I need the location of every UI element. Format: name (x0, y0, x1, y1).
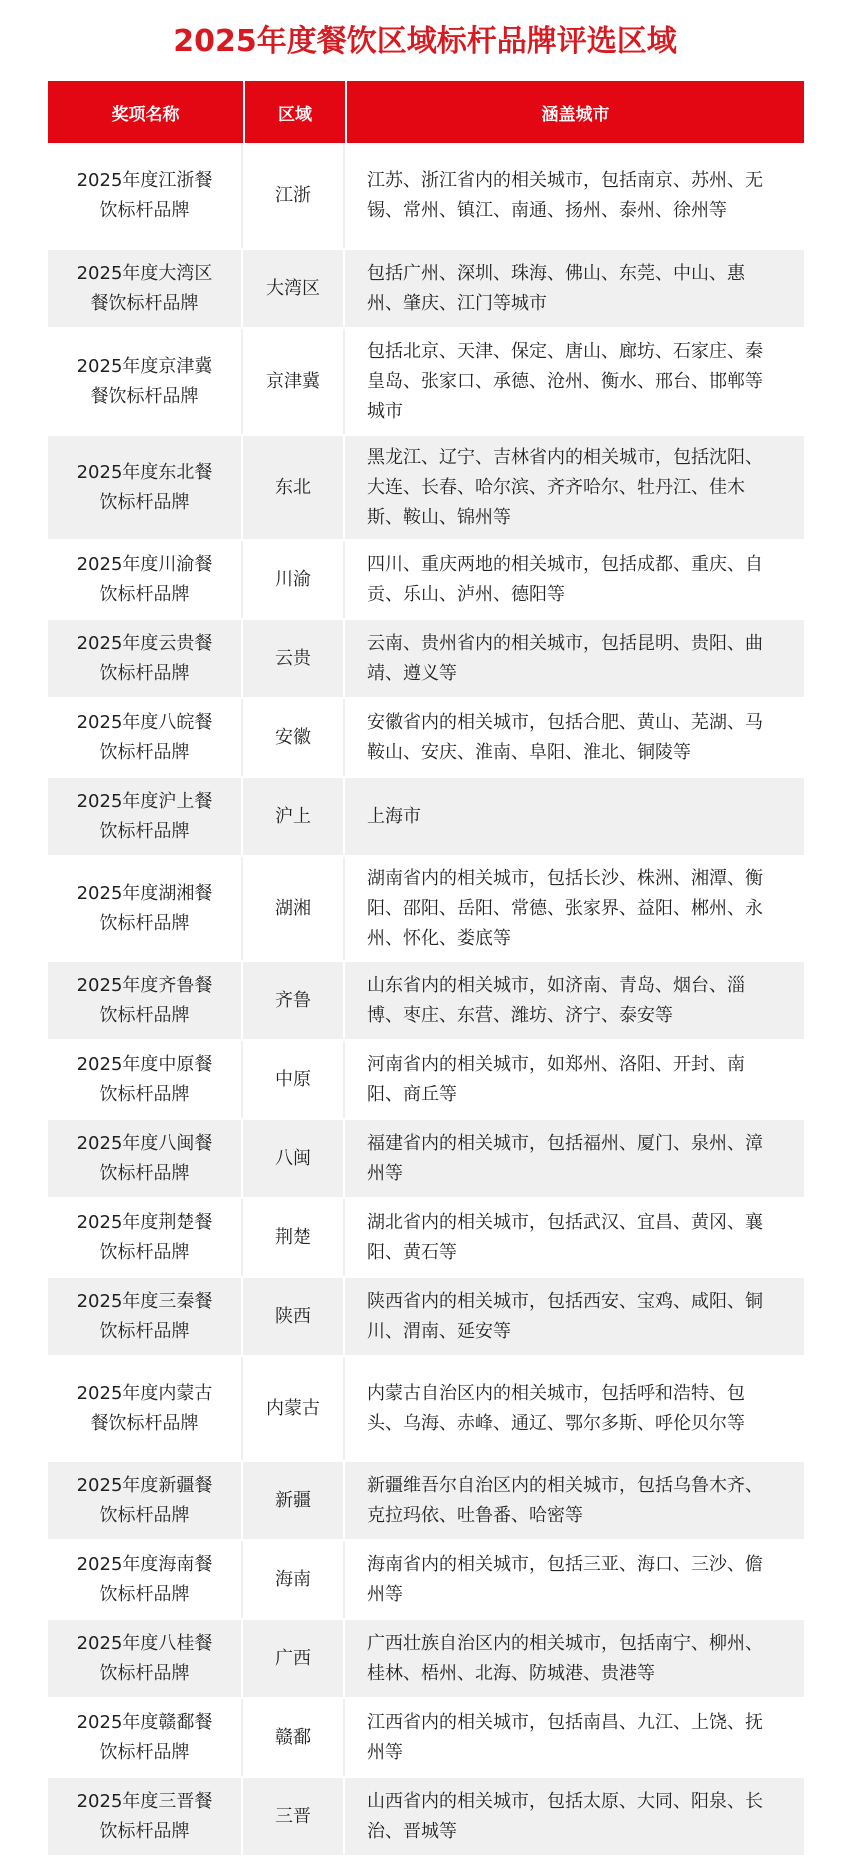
cities-cell: 山东省内的相关城市，如济南、青岛、烟台、淄博、枣庄、东营、潍坊、济宁、泰安等 (367, 974, 745, 1026)
region-cell: 江浙 (243, 143, 345, 248)
cities-cell: 江苏、浙江省内的相关城市，包括南京、苏州、无锡、常州、镇江、南通、扬州、泰州、徐州等 (367, 169, 763, 221)
region-cell: 广西 (243, 1620, 345, 1697)
award-name-cell: 2025年度荆楚餐饮标杆品牌 (48, 1199, 243, 1276)
award-name-cell: 2025年度大湾区餐饮标杆品牌 (48, 250, 243, 327)
cities-cell: 江西省内的相关城市，包括南昌、九江、上饶、抚州等 (367, 1711, 763, 1763)
table-header (48, 81, 804, 143)
table-row (48, 699, 804, 778)
region-cell: 八闽 (243, 1120, 345, 1197)
region-cell: 中原 (243, 1041, 345, 1118)
cities-cell: 陕西省内的相关城市，包括西安、宝鸡、咸阳、铜川、渭南、延安等 (367, 1290, 763, 1342)
header-region: 区域 (245, 81, 347, 143)
cities-cell: 安徽省内的相关城市，包括合肥、黄山、芜湖、马鞍山、安庆、淮南、阜阳、淮北、铜陵等 (367, 711, 763, 763)
award-name-cell: 2025年度东北餐饮标杆品牌 (48, 436, 243, 539)
award-name-cell: 2025年度八皖餐饮标杆品牌 (48, 699, 243, 776)
cities-cell: 河南省内的相关城市，如郑州、洛阳、开封、南阳、商丘等 (367, 1053, 745, 1105)
regions-table (48, 81, 804, 1857)
cities-cell: 包括北京、天津、保定、唐山、廊坊、石家庄、秦皇岛、张家口、承德、沧州、衡水、邢台、邯郸等城市 (367, 340, 763, 422)
cities-cell: 山西省内的相关城市，包括太原、大同、阳泉、长治、晋城等 (367, 1790, 763, 1842)
region-cell: 内蒙古 (243, 1357, 345, 1460)
table-row (48, 1041, 804, 1120)
region-cell: 云贵 (243, 620, 345, 697)
region-cell: 安徽 (243, 699, 345, 776)
award-name-cell: 2025年度川渝餐饮标杆品牌 (48, 541, 243, 618)
table-row (48, 857, 804, 962)
award-name-cell: 2025年度三秦餐饮标杆品牌 (48, 1278, 243, 1355)
table-row (48, 1120, 804, 1199)
cities-cell: 包括广州、深圳、珠海、佛山、东莞、中山、惠州、肇庆、江门等城市 (367, 262, 745, 314)
table-row (48, 250, 804, 329)
table-body (48, 143, 804, 1857)
award-name-cell: 2025年度八桂餐饮标杆品牌 (48, 1620, 243, 1697)
award-name-cell: 2025年度齐鲁餐饮标杆品牌 (48, 962, 243, 1039)
cities-cell: 福建省内的相关城市，包括福州、厦门、泉州、漳州等 (367, 1132, 763, 1184)
region-cell: 新疆 (243, 1462, 345, 1539)
table-row (48, 620, 804, 699)
award-name-cell: 2025年度沪上餐饮标杆品牌 (48, 778, 243, 855)
award-name-cell: 2025年度八闽餐饮标杆品牌 (48, 1120, 243, 1197)
table-row (48, 962, 804, 1041)
award-name-cell: 2025年度内蒙古餐饮标杆品牌 (48, 1357, 243, 1460)
award-name-cell: 2025年度赣鄱餐饮标杆品牌 (48, 1699, 243, 1776)
cities-cell: 湖北省内的相关城市，包括武汉、宜昌、黄冈、襄阳、黄石等 (367, 1211, 763, 1263)
table-row (48, 1278, 804, 1357)
table-row (48, 1462, 804, 1541)
page-title: 2025年度餐饮区域标杆品牌评选区域 (173, 24, 677, 59)
region-cell: 三晋 (243, 1778, 345, 1855)
award-name-cell: 2025年度新疆餐饮标杆品牌 (48, 1462, 243, 1539)
region-cell: 齐鲁 (243, 962, 345, 1039)
cities-cell: 内蒙古自治区内的相关城市，包括呼和浩特、包头、乌海、赤峰、通辽、鄂尔多斯、呼伦贝尔等 (367, 1382, 745, 1434)
table-row (48, 1699, 804, 1778)
cities-cell: 四川、重庆两地的相关城市，包括成都、重庆、自贡、乐山、泸州、德阳等 (367, 553, 763, 605)
award-name-cell: 2025年度京津冀餐饮标杆品牌 (48, 329, 243, 434)
table-row (48, 436, 804, 541)
region-cell: 陕西 (243, 1278, 345, 1355)
region-cell: 川渝 (243, 541, 345, 618)
award-name-cell: 2025年度三晋餐饮标杆品牌 (48, 1778, 243, 1855)
region-cell: 湖湘 (243, 857, 345, 960)
region-cell: 大湾区 (243, 250, 345, 327)
award-name-cell: 2025年度海南餐饮标杆品牌 (48, 1541, 243, 1618)
table-row (48, 1541, 804, 1620)
region-cell: 东北 (243, 436, 345, 539)
cities-cell: 广西壮族自治区内的相关城市，包括南宁、柳州、桂林、梧州、北海、防城港、贵港等 (367, 1632, 763, 1684)
header-award: 奖项名称 (48, 81, 245, 143)
region-cell: 沪上 (243, 778, 345, 855)
table-row (48, 1199, 804, 1278)
table-row (48, 143, 804, 250)
region-cell: 荆楚 (243, 1199, 345, 1276)
region-cell: 京津冀 (243, 329, 345, 434)
cities-cell: 新疆维吾尔自治区内的相关城市，包括乌鲁木齐、克拉玛依、吐鲁番、哈密等 (367, 1474, 763, 1526)
cities-cell: 海南省内的相关城市，包括三亚、海口、三沙、儋州等 (367, 1553, 763, 1605)
cities-cell: 黑龙江、辽宁、吉林省内的相关城市，包括沈阳、大连、长春、哈尔滨、齐齐哈尔、牡丹江、佳木斯、鞍山、锦州等 (367, 446, 763, 528)
table-row (48, 1620, 804, 1699)
region-cell: 赣鄱 (243, 1699, 345, 1776)
award-name-cell: 2025年度中原餐饮标杆品牌 (48, 1041, 243, 1118)
cities-cell: 湖南省内的相关城市，包括长沙、株洲、湘潭、衡阳、邵阳、岳阳、常德、张家界、益阳、郴州、永州、怀化、娄底等 (367, 867, 763, 949)
table-row (48, 541, 804, 620)
cities-cell: 上海市 (367, 805, 421, 827)
award-name-cell: 2025年度云贵餐饮标杆品牌 (48, 620, 243, 697)
award-name-cell: 2025年度江浙餐饮标杆品牌 (48, 143, 243, 248)
region-cell: 海南 (243, 1541, 345, 1618)
table-row (48, 329, 804, 436)
award-name-cell: 2025年度湖湘餐饮标杆品牌 (48, 857, 243, 960)
table-row (48, 1778, 804, 1857)
cities-cell: 云南、贵州省内的相关城市，包括昆明、贵阳、曲靖、遵义等 (367, 632, 763, 684)
table-row (48, 1357, 804, 1462)
header-cities: 涵盖城市 (541, 104, 610, 125)
table-row (48, 778, 804, 857)
